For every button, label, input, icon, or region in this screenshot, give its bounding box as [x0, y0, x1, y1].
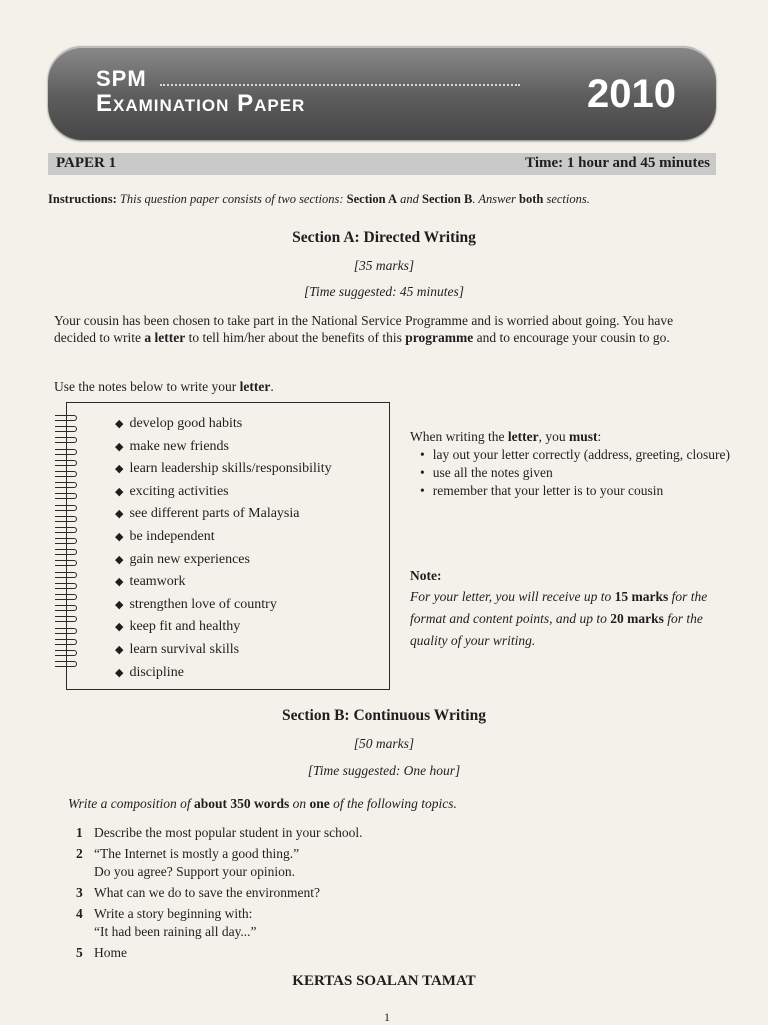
- section-a-title: Section A: Directed Writing: [292, 229, 476, 246]
- instructions-both: both: [519, 192, 544, 206]
- prompt-text-3: and to encourage your cousin to go.: [476, 330, 670, 345]
- list-item: 4 Write a story beginning with: “It had been raining all day...”: [76, 906, 257, 939]
- prompt-bold-letter: a letter: [144, 330, 186, 345]
- diamond-bullet-icon: ◆: [115, 508, 124, 521]
- section-a-prompt: [54, 312, 684, 346]
- list-item: ◆ learn survival skills: [115, 641, 240, 657]
- diamond-bullet-icon: ◆: [115, 621, 124, 634]
- notes-notebook: [66, 402, 390, 690]
- topics-list: [76, 824, 362, 965]
- list-item: • remember that your letter is to your cousin: [434, 482, 730, 500]
- diamond-bullet-icon: ◆: [115, 576, 124, 589]
- instructions-and: and: [400, 192, 419, 206]
- section-b-title: Section B: Continuous Writing: [282, 707, 486, 724]
- diamond-bullet-icon: ◆: [115, 530, 124, 543]
- when-writing-line: When writing the letter, you must:: [410, 429, 602, 444]
- list-item: ◆ strengthen love of country: [115, 596, 277, 612]
- list-item: ◆ keep fit and healthy: [115, 619, 241, 635]
- list-item: 5 Home: [76, 945, 127, 960]
- section-a-time: [0, 284, 768, 300]
- list-item: ◆ exciting activities: [115, 483, 229, 499]
- prompt-text-1: Your cousin has been chosen to take part in the National Service Programme and is worried about going. You have decided to write: [54, 313, 674, 345]
- notes-list: [115, 413, 332, 684]
- instructions-section-a: Section A: [346, 192, 397, 206]
- section-a-time-text: [Time suggested: 45 minutes]: [303, 284, 465, 299]
- list-item: 1 Describe the most popular student in your school.: [76, 825, 363, 840]
- instructions-text-1: This question paper consists of two sections:: [119, 192, 344, 206]
- list-item: • lay out your letter correctly (address, greeting, closure): [434, 446, 730, 464]
- banner-dotted-rule: [160, 84, 520, 86]
- list-item: ◆ teamwork: [115, 574, 186, 590]
- diamond-bullet-icon: ◆: [115, 485, 124, 498]
- diamond-bullet-icon: ◆: [115, 418, 124, 430]
- list-item: ◆ be independent: [115, 528, 215, 544]
- page-number: 1: [384, 1010, 390, 1024]
- paper-bar: [48, 153, 716, 175]
- letter-requirements: [410, 428, 730, 500]
- list-item: ◆ develop good habits: [115, 416, 243, 431]
- use-notes-line: [54, 378, 684, 395]
- list-item: ◆ learn leadership skills/responsibility: [115, 461, 332, 477]
- use-notes-text-2: .: [270, 379, 274, 394]
- diamond-bullet-icon: ◆: [115, 666, 124, 679]
- instructions-label: Instructions:: [48, 192, 117, 206]
- list-item: ◆ make new friends: [115, 438, 229, 454]
- list-item: ◆ discipline: [115, 664, 184, 680]
- use-notes-bold: letter: [239, 379, 271, 394]
- time-label: Time: 1 hour and 45 minutes: [525, 155, 710, 171]
- end-of-paper: KERTAS SOALAN TAMAT: [292, 973, 476, 989]
- banner-year: 2010: [587, 72, 676, 116]
- diamond-bullet-icon: ◆: [115, 463, 124, 476]
- diamond-bullet-icon: ◆: [115, 440, 124, 453]
- requirements-list: [410, 446, 730, 500]
- section-a-marks-text: [35 marks]: [353, 258, 415, 273]
- section-b-marks: [50 marks]: [353, 736, 415, 751]
- diamond-bullet-icon: ◆: [115, 643, 124, 656]
- instructions-text-3: sections.: [546, 192, 590, 206]
- list-item: ◆ see different parts of Malaysia: [115, 506, 300, 522]
- banner-spm: SPM: [96, 66, 147, 91]
- diamond-bullet-icon: ◆: [115, 598, 124, 611]
- prompt-text-2: to tell him/her about the benefits of this: [188, 330, 402, 345]
- section-b-instructions: Write a composition of about 350 words on one of the following topics.: [68, 796, 457, 811]
- instructions-text-2: . Answer: [472, 192, 516, 206]
- paper-label: PAPER 1: [56, 155, 117, 171]
- list-item: 3 What can we do to save the environment?: [76, 885, 321, 900]
- section-b-time: [Time suggested: One hour]: [307, 763, 461, 778]
- prompt-bold-programme: programme: [405, 330, 474, 345]
- banner-title: Examination Paper: [96, 90, 306, 117]
- note-text: For your letter, you will receive up to 15 marks for the format and content points, and up to 20 marks for the quality of your writing.: [410, 589, 708, 648]
- section-a-marks: [0, 258, 768, 274]
- diamond-bullet-icon: ◆: [115, 553, 124, 566]
- note-heading: Note:: [410, 568, 442, 583]
- title-banner: [48, 46, 716, 140]
- list-item: • use all the notes given: [434, 464, 730, 482]
- use-notes-text-1: Use the notes below to write your: [54, 379, 237, 394]
- list-item: ◆ gain new experiences: [115, 551, 250, 567]
- instructions: [48, 192, 728, 207]
- list-item: 2 “The Internet is mostly a good thing.” Do you agree? Support your opinion.: [76, 846, 300, 879]
- instructions-section-b: Section B: [422, 192, 473, 206]
- spiral-binding-icon: [55, 415, 81, 675]
